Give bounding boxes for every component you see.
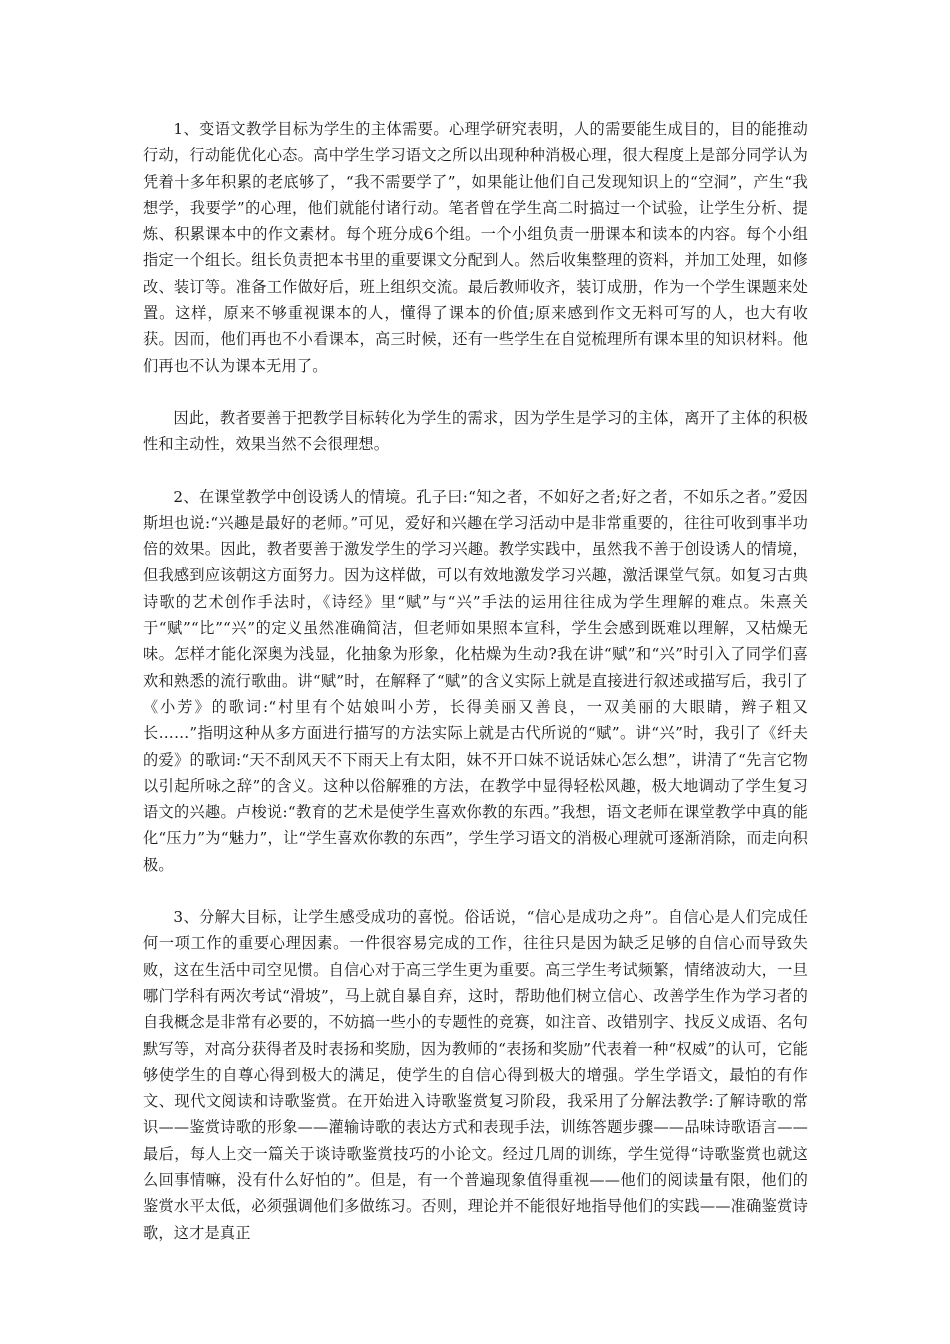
- paragraph-3: 2、在课堂教学中创设诱人的情境。孔子曰:“知之者，不如好之者;好之者，不如乐之者。”爱因斯坦也说:“兴趣是最好的老师。”可见，爱好和兴趣在学习活动中是非常重要的，往往可收到事半功倍的效果。因此，教者要善于激发学生的学习兴趣。教学实践中，虽然我不善于创设诱人的情境，但我感到应该朝这方面努力。因为这样做，可以有效地激发学习兴趣，激活课堂气氛。如复习古典诗歌的艺术创作手法时，《诗经》里“赋”与“兴”手法的运用往往成为学生理解的难点。朱熹关于“赋”“比”“兴”的定义虽然准确简洁，但老师如果照本宣科，学生会感到既难以理解，又枯燥无味。怎样才能化深奥为浅显，化抽象为形象，化枯燥为生动?我在讲“赋”和“兴”时引入了同学们喜欢和熟悉的流行歌曲。讲“赋”时，在解释了“赋”的含义实际上就是直接进行叙述或描写后，我引了《小芳》的歌词:“村里有个姑娘叫小芳，长得美丽又善良，一双美丽的大眼睛，辫子粗又长……”指明这种从多方面进行描写的方法实际上就是古代所说的“赋”。讲“兴”时，我引了《纤夫的爱》的歌词:“天不刮风天不下雨天上有太阳，妹不开口妹不说话妹心怎么想”，讲清了“先言它物以引起所咏之辞”的含义。这种以俗解雅的方法，在教学中显得轻松风趣，极大地调动了学生复习语文的兴趣。卢梭说:“教育的艺术是使学生喜欢你教的东西。”我想，语文老师在课堂教学中真的能化“压力”为“魅力”，让“学生喜欢你教的东西”，学生学习语文的消极心理就可逐渐消除，而走向积极。: [143, 487, 808, 874]
- paragraph-spacer: [143, 458, 808, 484]
- paragraph-spacer: [143, 379, 808, 405]
- paragraph-1: 1、变语文教学目标为学生的主体需要。心理学研究表明，人的需要能生成目的，目的能推动行动，行动能优化心态。高中学生学习语文之所以出现种种消极心理，很大程度上是部分同学认为凭着十多年积累的老底够了，“我不需要学了”，如果能让他们自己发现知识上的“空洞”，产生“我想学，我要学”的心理，他们就能付诸行动。笔者曾在学生高二时搞过一个试验，让学生分析、提炼、积累课本中的作文素材。每个班分成6个组。一个小组负责一册课本和读本的内容。每个小组指定一个组长。组长负责把本书里的重要课文分配到人。然后收集整理的资料，并加工处理，如修改、装订等。准备工作做好后，班上组织交流。最后教师收齐，装订成册，作为一个学生课题来处置。这样，原来不够重视课本的人，懂得了课本的价值;原来感到作文无料可写的人，也大有收获。因而，他们再也不小看课本，高三时候，还有一些学生在自觉梳理所有课本里的知识材料。他们再也不认为课本无用了。: [143, 120, 808, 375]
- paragraph-2: 因此，教者要善于把教学目标转化为学生的需求，因为学生是学习的主体，离开了主体的积极性和主动性，效果当然不会很理想。: [143, 408, 808, 454]
- paragraph-spacer: [143, 878, 808, 904]
- document-body: [143, 116, 808, 1246]
- paragraph-4: 3、分解大目标，让学生感受成功的喜悦。俗话说，“信心是成功之舟”。自信心是人们完成任何一项工作的重要心理因素。一件很容易完成的工作，往往只是因为缺乏足够的自信心而导致失败，这在生活中司空见惯。自信心对于高三学生更为重要。高三学生考试频繁，情绪波动大，一旦哪门学科有两次考试“滑坡”，马上就自暴自弃，这时，帮助他们树立信心、改善学生作为学习者的自我概念是非常有必要的，不妨搞一些小的专题性的竞赛，如注音、改错别字、找反义成语、名句默写等，对高分获得者及时表扬和奖励，因为教师的“表扬和奖励”代表着一种“权威”的认可，它能够使学生的自尊心得到极大的满足，使学生的自信心得到极大的增强。学生学语文，最怕的有作文、现代文阅读和诗歌鉴赏。在开始进入诗歌鉴赏复习阶段，我采用了分解法教学:了解诗歌的常识——鉴赏诗歌的形象——灌输诗歌的表达方式和表现手法，训练答题步骤——品味诗歌语言——最后，每人上交一篇关于谈诗歌鉴赏技巧的小论文。经过几周的训练，学生觉得“诗歌鉴赏也就这么回事情嘛，没有什么好怕的”。但是，有一个普遍现象值得重视——他们的阅读量有限，他们的鉴赏水平太低，必须强调他们多做练习。否则，理论并不能很好地指导他们的实践——准确鉴赏诗歌，这才是真正: [143, 908, 808, 1242]
